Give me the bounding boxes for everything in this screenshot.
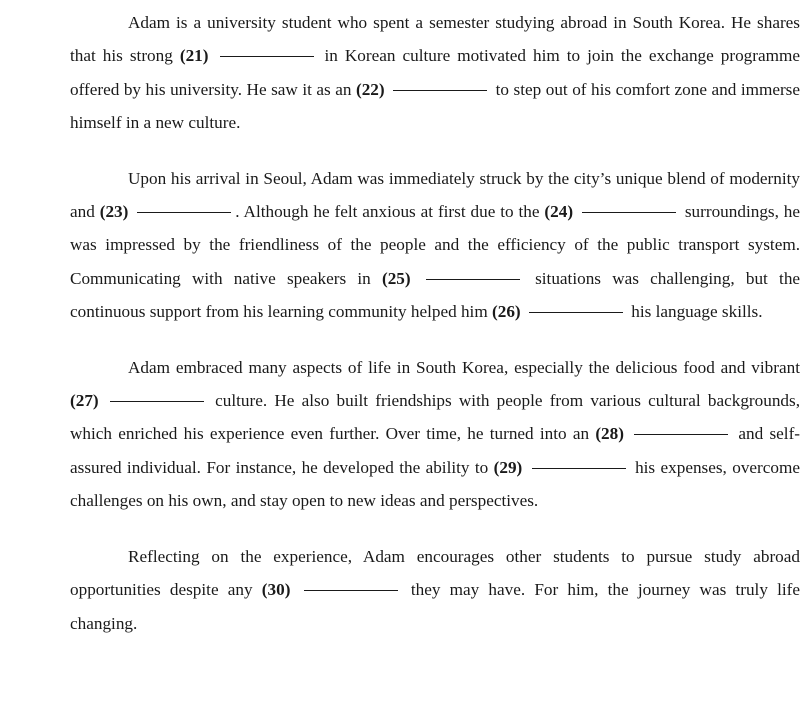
answer-blank-23[interactable] [137, 211, 231, 213]
question-number-28: (28) [595, 424, 624, 444]
question-number-25: (25) [381, 268, 411, 288]
paragraph-4-text-2: they may have. For him, the journey was truly life changing. [70, 580, 801, 633]
paragraph-1 [70, 6, 800, 140]
paragraph-3 [70, 351, 800, 518]
reading-passage [70, 6, 800, 640]
paragraph-3-text-2: culture. He also built friendships with people from various cultural backgrounds, which enriched his experience even further. Over time, he turned into an [70, 391, 801, 444]
paragraph-2 [70, 162, 800, 329]
paragraph-4-text-1: Reflecting on the experience, Adam encourages other students to pursue study abroad opportunities despite any [70, 546, 800, 600]
answer-blank-29[interactable] [532, 467, 626, 469]
question-number-30: (30) [261, 580, 291, 600]
question-number-21: (21) [179, 46, 209, 66]
answer-blank-28[interactable] [634, 433, 728, 435]
paragraph-3-text-1: Adam embraced many aspects of life in South Korea, especially the delicious food and vibrant [128, 357, 800, 377]
question-number-23: (23) [99, 202, 129, 222]
paragraph-3-text-4: his expenses, overcome challenges on his own, and stay open to new ideas and perspectives. [70, 457, 800, 511]
answer-blank-22[interactable] [393, 89, 487, 91]
answer-blank-24[interactable] [582, 211, 676, 213]
paragraph-1-text-1: Adam is a university student who spent a semester studying abroad in South Korea. He shares that his strong [70, 13, 800, 66]
answer-blank-25[interactable] [426, 278, 520, 280]
question-number-29: (29) [493, 457, 523, 477]
paragraph-2-text-4: situations was challenging, but the continuous support from his learning community helped him [70, 268, 801, 322]
paragraph-2-text-5: his language skills. [631, 302, 763, 322]
paragraph-1-text-2: in Korean culture motivated him to join the exchange programme offered by his university. He saw it as an [70, 46, 800, 99]
paragraph-2-text-1: Upon his arrival in Seoul, Adam was immediately struck by the city’s unique blend of modernity and [70, 168, 800, 222]
paragraph-1-text-3: to step out of his comfort zone and immerse himself in a new culture. [70, 79, 800, 133]
question-number-26: (26) [492, 302, 521, 322]
question-number-24: (24) [544, 202, 574, 222]
question-number-22: (22) [355, 79, 385, 99]
question-number-27: (27) [70, 391, 99, 411]
paragraph-3-text-3: and self-assured individual. For instance, he developed the ability to [70, 424, 801, 477]
paragraph-4 [70, 540, 800, 640]
paragraph-2-text-2: . Although he felt anxious at first due to the [235, 202, 540, 222]
paragraph-2-text-3: surroundings, he was impressed by the friendliness of the people and the efficiency of the public transport system. Communicating with native speakers in [70, 202, 801, 288]
answer-blank-27[interactable] [110, 400, 204, 402]
answer-blank-21[interactable] [220, 55, 314, 57]
answer-blank-30[interactable] [304, 589, 398, 591]
answer-blank-26[interactable] [529, 311, 623, 313]
